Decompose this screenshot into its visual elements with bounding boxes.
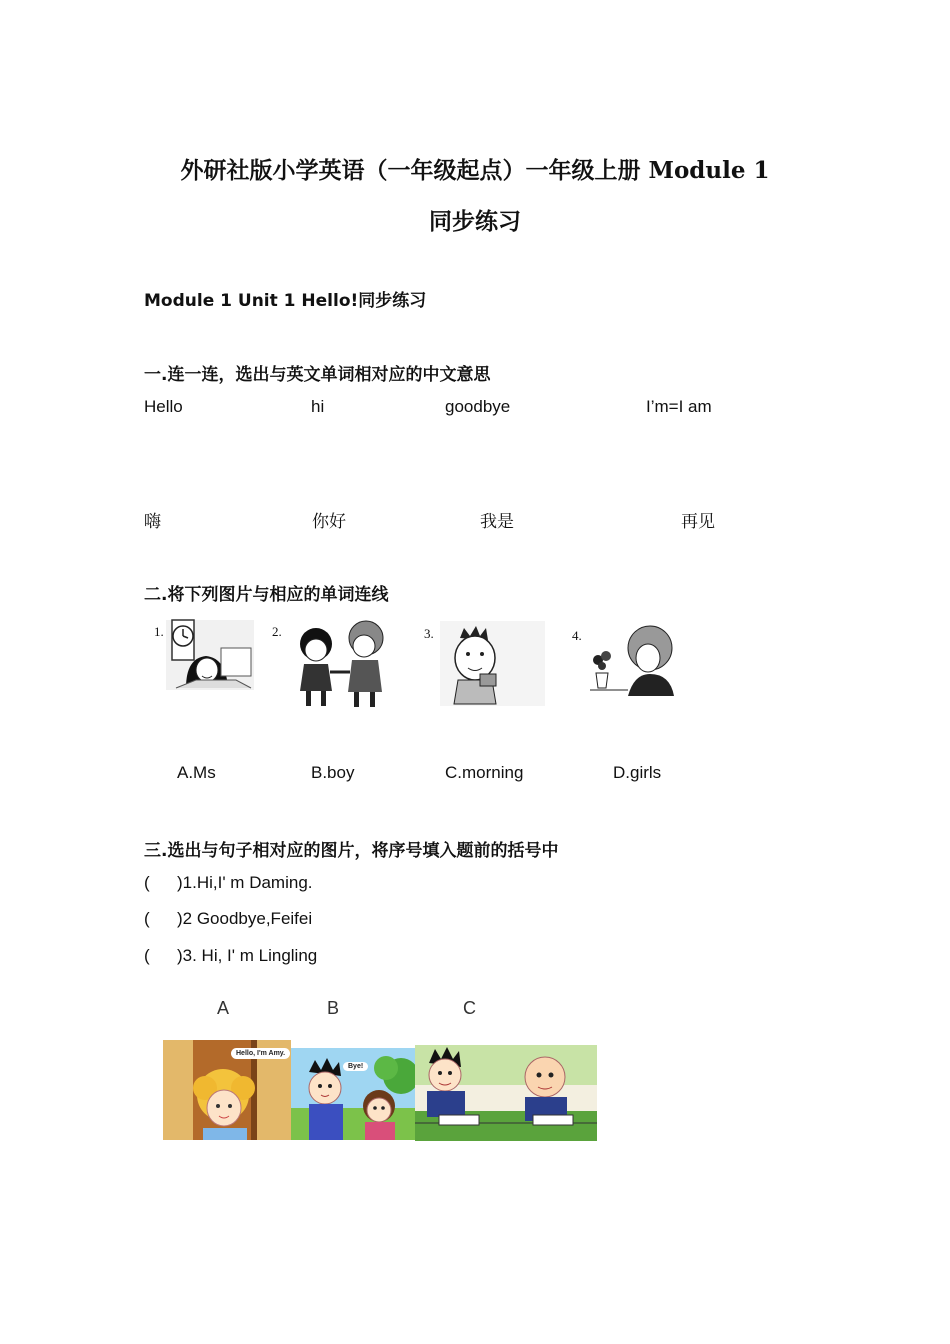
option: C.morning — [445, 763, 524, 782]
picture-number: 2. — [272, 624, 282, 639]
boys-desk-illustration — [415, 1045, 597, 1141]
picture-label: A — [217, 998, 230, 1018]
english-word: goodbye — [445, 397, 511, 416]
option: B.boy — [311, 763, 355, 782]
option: A.Ms — [177, 763, 216, 782]
answer-bracket: ( — [144, 873, 150, 892]
section2-heading: 二.将下列图片与相应的单词连线 — [144, 585, 389, 605]
page-title-line2: 同步练习 — [429, 208, 521, 235]
picture-label: B — [327, 998, 340, 1018]
picture-4 — [566, 618, 696, 708]
question-text: )3. Hi, I' m Lingling — [177, 946, 318, 965]
picture-number: 4. — [572, 628, 582, 643]
english-word: Hello — [144, 397, 183, 416]
picture-number: 3. — [424, 626, 434, 641]
english-word: I’m=I am — [646, 397, 712, 416]
picture-c — [415, 1045, 597, 1141]
picture-2 — [268, 616, 413, 714]
option: D.girls — [613, 763, 662, 782]
two-girls-illustration — [268, 616, 413, 714]
speech-bubble: Hello, I'm Amy. — [231, 1048, 290, 1059]
section3-heading: 三.选出与句子相对应的图片，将序号填入题前的括号中 — [144, 841, 559, 861]
picture-number: 1. — [154, 624, 164, 639]
chinese-word: 我是 — [480, 512, 514, 532]
chinese-word: 再见 — [681, 512, 715, 532]
chinese-word: 嗨 — [144, 512, 161, 532]
answer-bracket: ( — [144, 909, 150, 928]
boy-illustration — [420, 616, 550, 711]
unit-title: Module 1 Unit 1 Hello!同步练习 — [144, 291, 427, 311]
section1-heading: 一.连一连，选出与英文单词相对应的中文意思 — [144, 365, 491, 385]
question-text: )2 Goodbye,Feifei — [177, 909, 313, 928]
speech-bubble: Bye! — [343, 1062, 368, 1071]
picture-a — [163, 1040, 291, 1140]
picture-label: C — [463, 998, 476, 1018]
picture-1 — [146, 618, 256, 713]
answer-bracket: ( — [144, 946, 150, 965]
chinese-word: 你好 — [312, 512, 346, 532]
woman-flowers-illustration — [566, 618, 696, 708]
picture-b — [291, 1048, 415, 1140]
page-title: 外研社版小学英语（一年级起点）一年级上册 Module 1 — [180, 157, 770, 184]
english-word: hi — [311, 397, 325, 416]
picture-3 — [420, 616, 550, 711]
question-text: )1.Hi,I' m Daming. — [177, 873, 313, 892]
